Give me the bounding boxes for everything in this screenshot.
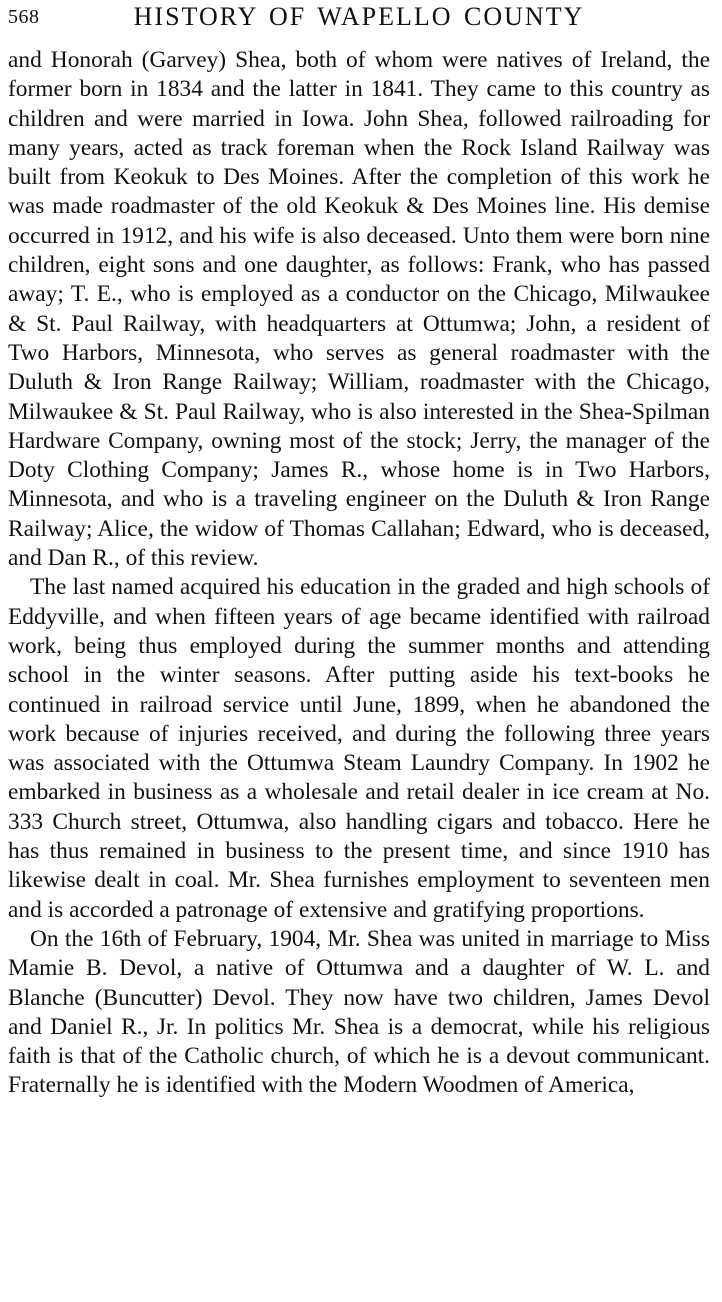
paragraph-career: The last named acquired his education in the graded and high schools of Eddyville, and when fifteen years of age became identified with railroad work, being thus employed during the summer months and attending school in the winter seasons. After putting aside his text-books he continued in railroad service until June, 1899, when he abandoned the work because of injuries received, and during the following three years was associated with the Ottumwa Steam Laundry Company. In 1902 he embarked in business as a wholesale and retail dealer in ice cream at No. 333 Church street, Ottumwa, also handling cigars and tobacco. Here he has thus remained in business to the present time, and since 1910 has likewise dealt in coal. Mr. Shea furnishes employment to seventeen men and is accorded a patronage of extensive and gratifying proportions.: [8, 574, 710, 923]
body-text: [8, 46, 710, 1101]
paragraph-family: and Honorah (Garvey) Shea, both of whom were natives of Ireland, the former born in 1834 and the latter in 1841. They came to this country as children and were married in Iowa. John Shea, followed railroading for many years, acted as track foreman when the Rock Island Railway was built from Keokuk to Des Moines. After the completion of this work he was made roadmaster of the old Keokuk & Des Moines line. His demise occurred in 1912, and his wife is also deceased. Unto them were born nine children, eight sons and one daughter, as follows: Frank, who has passed away; T. E., who is employed as a conductor on the Chicago, Milwaukee & St. Paul Railway, with headquarters at Ottumwa; John, a resident of Two Harbors, Minnesota, who serves as general roadmaster with the Duluth & Iron Range Railway; William, roadmaster with the Chicago, Milwaukee & St. Paul Railway, who is also interested in the Shea-Spilman Hardware Company, owning most of the stock; Jerry, the manager of the Doty Clothing Company; James R., whose home is in Two Harbors, Minnesota, and who is a traveling engineer on the Duluth & Iron Range Railway; Alice, the widow of Thomas Callahan; Edward, who is deceased, and Dan R., of this review.: [8, 47, 710, 572]
page-title: HISTORY OF WAPELLO COUNTY: [133, 2, 585, 31]
running-head: [8, 0, 710, 40]
book-page: [8, 0, 710, 1101]
page-number: 568: [8, 6, 40, 28]
paragraph-marriage: On the 16th of February, 1904, Mr. Shea was united in marriage to Miss Mamie B. Devol, a native of Ottumwa and a daughter of W. L. and Blanche (Buncutter) Devol. They now have two children, James Devol and Daniel R., Jr. In politics Mr. Shea is a democrat, while his religious faith is that of the Catholic church, of which he is a devout communicant. Fraternally he is identified with the Modern Woodmen of America,: [8, 925, 710, 1099]
